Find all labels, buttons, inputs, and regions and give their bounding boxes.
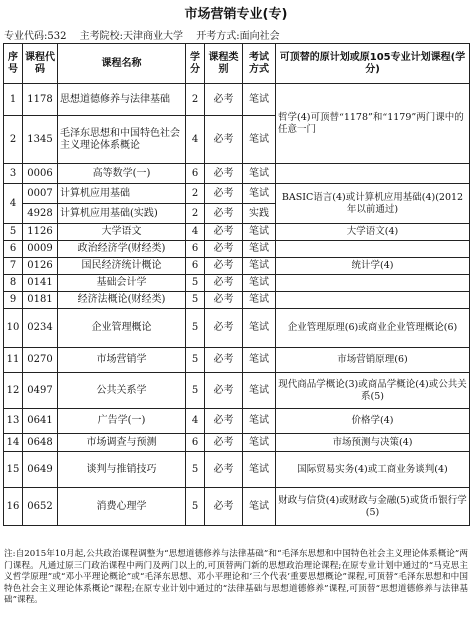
header-exam: 考试方式 <box>243 44 276 84</box>
row-credit: 2 <box>186 184 205 204</box>
row-replace: 价格学(4) <box>276 409 470 434</box>
row-exam: 笔试 <box>243 452 276 488</box>
row-exam: 笔试 <box>243 116 276 164</box>
row-exam: 笔试 <box>243 184 276 204</box>
row-credit: 6 <box>186 258 205 275</box>
row-name: 公共关系学 <box>58 373 186 409</box>
row-code: 0270 <box>23 348 58 373</box>
row-code: 0181 <box>23 292 58 309</box>
row-name: 思想道德修养与法律基础 <box>58 84 186 116</box>
row-name: 基础会计学 <box>58 275 186 292</box>
row-no: 6 <box>4 241 23 258</box>
row-credit: 6 <box>186 241 205 258</box>
row-code: 0126 <box>23 258 58 275</box>
row-code: 0497 <box>23 373 58 409</box>
row-replace <box>276 241 470 258</box>
row-credit: 5 <box>186 292 205 309</box>
row-type: 必考 <box>205 84 243 116</box>
table-row <box>4 164 470 184</box>
row-no: 3 <box>4 164 23 184</box>
row-type: 必考 <box>205 409 243 434</box>
row-exam: 笔试 <box>243 224 276 241</box>
row-replace <box>276 292 470 309</box>
row-exam: 笔试 <box>243 409 276 434</box>
row-code: 0648 <box>23 434 58 452</box>
row-type: 必考 <box>205 184 243 204</box>
row-type: 必考 <box>205 258 243 275</box>
table-row <box>4 184 470 204</box>
row-exam: 笔试 <box>243 373 276 409</box>
row-no: 15 <box>4 452 23 488</box>
row-no: 1 <box>4 84 23 116</box>
row-type: 必考 <box>205 434 243 452</box>
page-title: 市场营销专业(专) <box>184 7 288 22</box>
row-exam: 笔试 <box>243 309 276 348</box>
row-replace: 市场预测与决策(4) <box>276 434 470 452</box>
row-type: 必考 <box>205 224 243 241</box>
row-no: 10 <box>4 309 23 348</box>
row-name: 大学语文 <box>58 224 186 241</box>
header-code: 课程代码 <box>23 44 58 84</box>
header-replace: 可顶替的原计划或原105专业计划课程(学分) <box>276 44 470 84</box>
table-row <box>4 348 470 373</box>
table-row <box>4 292 470 309</box>
row-name: 政治经济学(财经类) <box>58 241 186 258</box>
row-exam: 实践 <box>243 204 276 224</box>
row-no: 13 <box>4 409 23 434</box>
row-credit: 6 <box>186 164 205 184</box>
row-exam: 笔试 <box>243 164 276 184</box>
table-row <box>4 373 470 409</box>
row-credit: 4 <box>186 116 205 164</box>
row-type: 必考 <box>205 275 243 292</box>
table-row <box>4 434 470 452</box>
row-exam: 笔试 <box>243 84 276 116</box>
row-credit: 5 <box>186 488 205 526</box>
table-row <box>4 409 470 434</box>
row-code: 1345 <box>23 116 58 164</box>
row-replace: 大学语文(4) <box>276 224 470 241</box>
row-no: 4 <box>4 184 23 224</box>
row-replace <box>276 275 470 292</box>
row-credit: 2 <box>186 204 205 224</box>
row-code: 0652 <box>23 488 58 526</box>
header-credit: 学分 <box>186 44 205 84</box>
row-code: 4928 <box>23 204 58 224</box>
row-exam: 笔试 <box>243 434 276 452</box>
row-replace <box>276 164 470 184</box>
row-name: 高等数学(一) <box>58 164 186 184</box>
row-replace: 市场营销原理(6) <box>276 348 470 373</box>
row-no: 5 <box>4 224 23 241</box>
row-no: 16 <box>4 488 23 526</box>
table-row <box>4 84 470 116</box>
row-type: 必考 <box>205 309 243 348</box>
footnote: 注:自2015年10月起,公共政治课程调整为“思想道德修养与法律基础”和“毛泽东思想和中国特色社会主义理论体系概论”两门课程。凡通过原三门政治课程中两门及两门以上的,可顶替两门新的思想政治理论课程;在原专业计划中通过的“马克思主义哲学原理”或“邓小平理论概论”或“毛泽东思想、邓小平理论和‘三个代表’重要思想概论”课程,可顶替“毛泽东思想和中国特色社会主义理论体系概论”课程;在原专业计划中通过的“法律基础与思想道德修养”课程,可顶替“思想道德修养与法律基础”课程。 <box>4 549 468 606</box>
table-row <box>4 275 470 292</box>
table-row <box>4 224 470 241</box>
exam-method: 开考方式:面向社会 <box>196 31 280 42</box>
program-code: 专业代码:532 <box>4 31 67 42</box>
row-code: 0649 <box>23 452 58 488</box>
row-credit: 6 <box>186 434 205 452</box>
header-type: 课程类别 <box>205 44 243 84</box>
row-type: 必考 <box>205 488 243 526</box>
row-replace-computer: BASIC语言(4)或计算机应用基础(4)(2012年以前通过) <box>276 184 470 224</box>
table-header-row <box>4 44 470 84</box>
row-name: 市场营销学 <box>58 348 186 373</box>
course-table <box>3 43 470 526</box>
row-code: 1126 <box>23 224 58 241</box>
row-type: 必考 <box>205 204 243 224</box>
table-row <box>4 452 470 488</box>
row-code: 0007 <box>23 184 58 204</box>
program-meta <box>4 27 290 42</box>
row-exam: 笔试 <box>243 488 276 526</box>
row-type: 必考 <box>205 241 243 258</box>
row-no: 2 <box>4 116 23 164</box>
row-exam: 笔试 <box>243 241 276 258</box>
row-name: 市场调查与预测 <box>58 434 186 452</box>
row-no: 11 <box>4 348 23 373</box>
row-no: 7 <box>4 258 23 275</box>
row-type: 必考 <box>205 116 243 164</box>
row-name: 国民经济统计概论 <box>58 258 186 275</box>
row-replace: 财政与信贷(4)或财政与金融(5)或货币银行学(5) <box>276 488 470 526</box>
table-row <box>4 488 470 526</box>
exam-school: 主考院校:天津商业大学 <box>79 31 184 42</box>
row-code: 0009 <box>23 241 58 258</box>
row-credit: 5 <box>186 348 205 373</box>
row-type: 必考 <box>205 452 243 488</box>
row-name: 计算机应用基础 <box>58 184 186 204</box>
row-exam: 笔试 <box>243 275 276 292</box>
row-replace: 统计学(4) <box>276 258 470 275</box>
row-code: 0141 <box>23 275 58 292</box>
header-no: 序号 <box>4 44 23 84</box>
row-no: 12 <box>4 373 23 409</box>
row-name: 计算机应用基础(实践) <box>58 204 186 224</box>
row-credit: 5 <box>186 373 205 409</box>
row-type: 必考 <box>205 348 243 373</box>
table-row <box>4 309 470 348</box>
row-name: 消费心理学 <box>58 488 186 526</box>
row-credit: 2 <box>186 84 205 116</box>
row-replace: 企业管理原理(6)或商业企业管理概论(6) <box>276 309 470 348</box>
row-no: 14 <box>4 434 23 452</box>
row-credit: 5 <box>186 309 205 348</box>
row-replace: 现代商品学概论(3)或商品学概论(4)或公共关系(5) <box>276 373 470 409</box>
row-code: 1178 <box>23 84 58 116</box>
row-credit: 4 <box>186 409 205 434</box>
row-credit: 4 <box>186 224 205 241</box>
row-code: 0234 <box>23 309 58 348</box>
row-type: 必考 <box>205 164 243 184</box>
table-row <box>4 241 470 258</box>
row-exam: 笔试 <box>243 258 276 275</box>
row-name: 谈判与推销技巧 <box>58 452 186 488</box>
row-credit: 5 <box>186 275 205 292</box>
row-name: 广告学(一) <box>58 409 186 434</box>
row-name: 经济法概论(财经类) <box>58 292 186 309</box>
row-replace-politics: 哲学(4)可顶替“1178”和“1179”两门课中的任意一门 <box>276 84 470 164</box>
table-row <box>4 258 470 275</box>
row-code: 0641 <box>23 409 58 434</box>
row-name: 毛泽东思想和中国特色社会主义理论体系概论 <box>58 116 186 164</box>
header-name: 课程名称 <box>58 44 186 84</box>
row-replace: 国际贸易实务(4)或工商业务谈判(4) <box>276 452 470 488</box>
row-name: 企业管理概论 <box>58 309 186 348</box>
row-type: 必考 <box>205 292 243 309</box>
row-credit: 5 <box>186 452 205 488</box>
row-no: 9 <box>4 292 23 309</box>
row-code: 0006 <box>23 164 58 184</box>
row-type: 必考 <box>205 373 243 409</box>
row-exam: 笔试 <box>243 292 276 309</box>
row-exam: 笔试 <box>243 348 276 373</box>
row-no: 8 <box>4 275 23 292</box>
